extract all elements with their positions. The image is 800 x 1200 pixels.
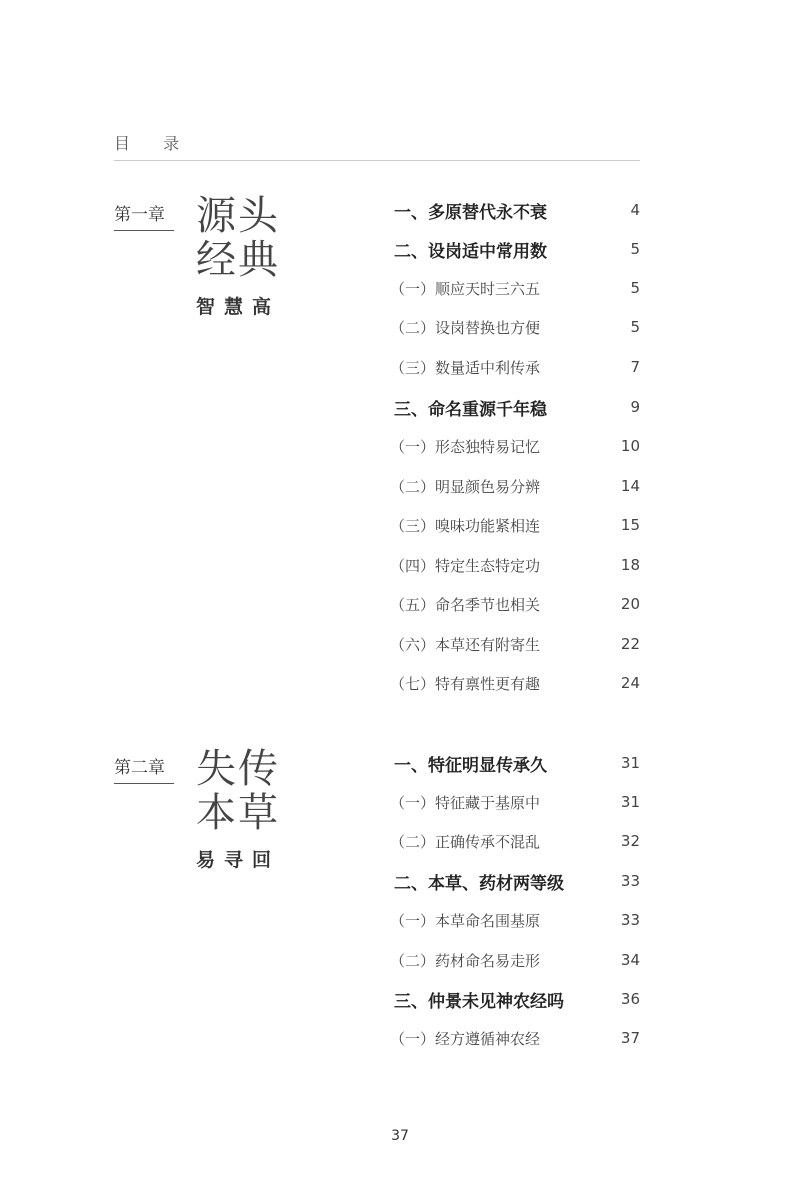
toc-entry-title: （三）嗅味功能紧相连 — [390, 516, 541, 535]
toc-entry-title: 三、仲景未见神农经吗 — [394, 991, 564, 1012]
toc-entry[interactable] — [390, 592, 640, 616]
chapter-title-line: 本草 — [196, 790, 280, 836]
toc-entry-page: 31 — [620, 793, 640, 811]
toc-entry-page: 24 — [620, 674, 640, 692]
toc-entry-title: （六）本草还有附寄生 — [390, 635, 541, 654]
toc-entry-page: 34 — [620, 951, 640, 969]
toc-entry-page: 9 — [630, 398, 640, 416]
toc-entry-page: 36 — [620, 990, 640, 1008]
toc-entry[interactable] — [390, 790, 640, 814]
toc-entry-page: 5 — [630, 279, 640, 297]
toc-entry-title: （二）正确传承不混乱 — [390, 832, 541, 851]
toc-entry[interactable] — [390, 276, 640, 300]
toc-entry-title: 三、命名重源千年稳 — [394, 399, 547, 420]
toc-entry-title: （五）命名季节也相关 — [390, 595, 541, 614]
toc-entry-page: 37 — [620, 1029, 640, 1047]
toc-entry-page: 10 — [620, 437, 640, 455]
toc-entry-page: 20 — [620, 595, 640, 613]
toc-entry-page: 33 — [620, 872, 640, 890]
toc-entry[interactable] — [390, 869, 640, 893]
toc-entry-page: 4 — [630, 201, 640, 219]
toc-entry[interactable] — [390, 553, 640, 577]
toc-entry[interactable] — [390, 632, 640, 656]
chapter-subtitle: 易寻回 — [196, 849, 281, 871]
toc-entry[interactable] — [390, 671, 640, 695]
toc-entry-title: （一）经方遵循神农经 — [390, 1029, 541, 1048]
toc-entry[interactable] — [390, 829, 640, 853]
chapter-title — [196, 194, 280, 282]
toc-entry[interactable] — [390, 198, 640, 222]
toc-entry[interactable] — [390, 987, 640, 1011]
chapter-title-line: 经典 — [196, 237, 280, 283]
toc-entry-page: 31 — [620, 754, 640, 772]
toc-entry-title: （二）药材命名易走形 — [390, 951, 541, 970]
toc-entry[interactable] — [390, 315, 640, 339]
chapter-label: 第一章 — [114, 200, 174, 231]
toc-header — [114, 131, 640, 161]
toc-entry[interactable] — [390, 1026, 640, 1050]
toc-entry[interactable] — [390, 237, 640, 261]
toc-entry-page: 7 — [630, 358, 640, 376]
chapter-subtitle: 智慧高 — [196, 296, 281, 318]
chapter-label: 第二章 — [114, 753, 174, 784]
page-number: 37 — [391, 1128, 409, 1144]
toc-entry-title: 一、多原替代永不衰 — [394, 202, 547, 223]
toc-entry-page: 22 — [620, 635, 640, 653]
toc-entry-title: （四）特定生态特定功 — [390, 556, 541, 575]
toc-entry-page: 15 — [620, 516, 640, 534]
toc-title: 目 录 — [114, 134, 194, 153]
toc-entry-title: （二）设岗替换也方便 — [390, 318, 541, 337]
toc-entry[interactable] — [390, 395, 640, 419]
toc-entry[interactable] — [390, 908, 640, 932]
toc-entry[interactable] — [390, 355, 640, 379]
toc-entry-title: 二、本草、药材两等级 — [394, 873, 564, 894]
toc-entry-title: （一）顺应天时三六五 — [390, 279, 541, 298]
toc-entry-title: （一）特征藏于基原中 — [390, 793, 541, 812]
toc-entry-page: 14 — [620, 477, 640, 495]
toc-entry[interactable] — [390, 751, 640, 775]
toc-entry[interactable] — [390, 513, 640, 537]
toc-entry-page: 5 — [630, 318, 640, 336]
toc-entry-page: 32 — [620, 832, 640, 850]
toc-entry[interactable] — [390, 474, 640, 498]
toc-entry-page: 18 — [620, 556, 640, 574]
toc-entry-title: （二）明显颜色易分辨 — [390, 477, 541, 496]
toc-entry-page: 33 — [620, 911, 640, 929]
toc-entry-title: （一）形态独特易记忆 — [390, 437, 541, 456]
toc-entry-page: 5 — [630, 240, 640, 258]
toc-entry-title: 一、特征明显传承久 — [394, 755, 547, 776]
toc-entry[interactable] — [390, 948, 640, 972]
toc-entry-title: 二、设岗适中常用数 — [394, 241, 547, 262]
toc-entry-title: （一）本草命名围基原 — [390, 911, 541, 930]
toc-entry[interactable] — [390, 434, 640, 458]
chapter-title-line: 失传 — [196, 746, 280, 792]
chapter-title — [196, 747, 280, 835]
toc-entry-title: （三）数量适中利传承 — [390, 358, 541, 377]
toc-entry-title: （七）特有禀性更有趣 — [390, 674, 541, 693]
chapter-title-line: 源头 — [196, 193, 280, 239]
